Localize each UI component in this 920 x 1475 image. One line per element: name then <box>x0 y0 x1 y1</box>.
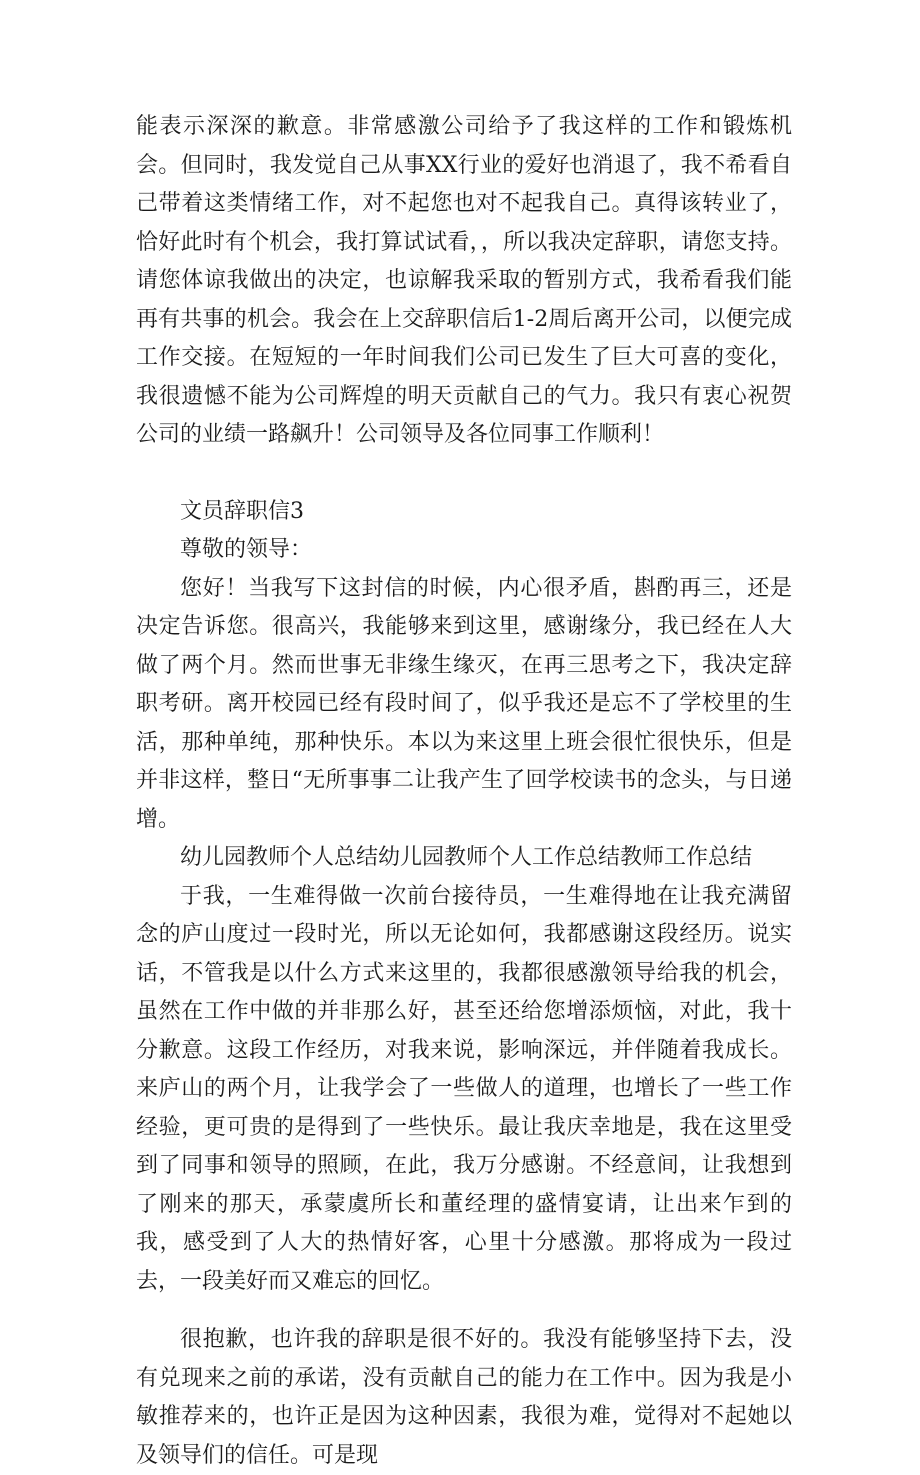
section-heading-teacher-summary: 幼儿园教师个人总结幼儿园教师个人工作总结教师工作总结 <box>180 845 753 870</box>
paragraph-gap <box>0 455 920 493</box>
paragraph-experience: 于我，一生难得做一次前台接待员，一生难得地在让我充满留念的庐山度过一段时光，所以无论如何，我都感谢这段经历。说实话，不管我是以什么方式来这里的，我都很感激领导给我的机会，虽然在工作中做的并非那么好，甚至还给您增添烦恼，对此，我十分歉意。这段工作经历，对我来说，影响深远，并伴随着我成长。来庐山的两个月，让我学会了一些做人的道理，也增长了一些工作经验，更可贵的是得到了一些快乐。最让我庆幸地是，我在这里受到了同事和领导的照顾，在此，我万分感谢。不经意间，让我想到了刚来的那天，承蒙虞所长和董经理的盛情宴请，让出来乍到的我，感受到了人大的热情好客，心里十分感激。那将成为一段过去，一段美好而又难忘的回忆。 <box>136 883 792 1294</box>
paragraph-apology: 能表示深深的歉意。非常感激公司给予了我这样的工作和锻炼机会。但同时，我发觉自己从事XX行业的爱好也消退了，我不希看自己带着这类情绪工作，对不起您也对不起我自己。真得该转业了，恰好此时有个机会，我打算试试看，，所以我决定辞职，请您支持。请您体谅我做出的决定，也谅解我采取的暂别方式，我希看我们能再有共事的机会。我会在上交辞职信后1-2周后离开公司，以便完成工作交接。在短短的一年时间我们公司已发生了巨大可喜的变化，我很遗憾不能为公司辉煌的明天贡献自己的气力。我只有衷心祝贺公司的业绩一路飙升！公司领导及各位同事工作顺利！ <box>136 114 792 447</box>
section-heading-resignation-letter: 文员辞职信3 <box>180 498 304 524</box>
salutation: 尊敬的领导： <box>180 537 313 562</box>
paragraph-greeting: 您好！当我写下这封信的时候，内心很矛盾，斟酌再三，还是决定告诉您。很高兴，我能够来到这里，感谢缘分，我已经在人大做了两个月。然而世事无非缘生缘灭，在再三思考之下，我决定辞职考研。离开校园已经有段时间了，似乎我还是忘不了学校里的生活，那种单纯，那种快乐。本以为来这里上班会很忙很快乐，但是并非这样，整日“无所事事二让我产生了回学校读书的念头，与日递增。 <box>136 575 792 832</box>
paragraph-sorry: 很抱歉，也许我的辞职是很不好的。我没有能够坚持下去，没有兑现来之前的承诺，没有贡献自己的能力在工作中。因为我是小敏推荐来的，也许正是因为这种因素，我很为难，觉得对不起她以及领导们的信任。可是现 <box>136 1327 792 1468</box>
paragraph-gap <box>0 1301 920 1321</box>
